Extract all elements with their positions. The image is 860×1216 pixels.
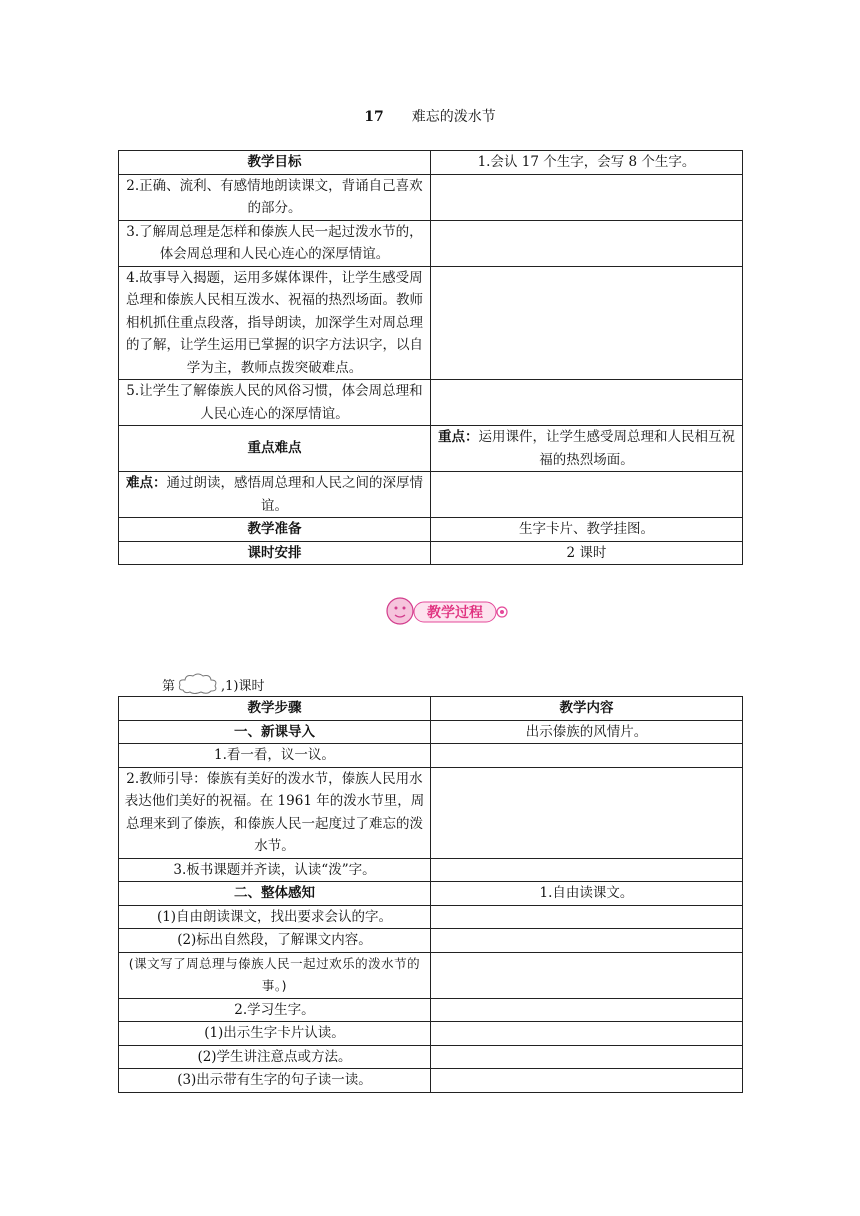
lesson-label: 第 ,1)课时 xyxy=(162,672,265,696)
table-row xyxy=(119,151,743,175)
table-row xyxy=(119,952,743,998)
cell-right: 1.自由读课文。 xyxy=(431,882,743,906)
table-row xyxy=(119,720,743,744)
cell-right xyxy=(431,174,743,220)
cell-left: (1)自由朗读课文，找出要求会认的字。 xyxy=(119,905,431,929)
table-row xyxy=(119,174,743,220)
table-row xyxy=(119,744,743,768)
table-row xyxy=(119,1022,743,1046)
banner-text: 教学过程 xyxy=(427,605,483,621)
cell-right xyxy=(431,1045,743,1069)
table-row xyxy=(119,1069,743,1093)
cell-right: 重点：运用课件，让学生感受周总理和人民相互祝福的热烈场面。 xyxy=(431,426,743,472)
table-row xyxy=(119,220,743,266)
cell-left: 课时安排 xyxy=(119,541,431,565)
table-row xyxy=(119,905,743,929)
cell-left: 2.学习生字。 xyxy=(119,998,431,1022)
cell-right xyxy=(431,266,743,380)
cell-left: 一、新课导入 xyxy=(119,720,431,744)
cell-left: 2.教师引导：傣族有美好的泼水节，傣族人民用水表达他们美好的祝福。在 1961 年的泼水节里，周总理来到了傣族，和傣族人民一起度过了难忘的泼水节。 xyxy=(119,767,431,858)
cell-right: 生字卡片、教学挂图。 xyxy=(431,518,743,542)
cell-left: 教学准备 xyxy=(119,518,431,542)
cell-right xyxy=(431,380,743,426)
page-title xyxy=(0,106,860,126)
cell-right xyxy=(431,858,743,882)
table-row xyxy=(119,380,743,426)
cell-left: 5.让学生了解傣族人民的风俗习惯，体会周总理和人民心连心的深厚情谊。 xyxy=(119,380,431,426)
cell-right xyxy=(431,952,743,998)
cell-right xyxy=(431,905,743,929)
table-row xyxy=(119,472,743,518)
cell-right xyxy=(431,929,743,953)
cell-right xyxy=(431,1022,743,1046)
cell-left: 2.正确、流利、有感情地朗读课文，背诵自己喜欢的部分。 xyxy=(119,174,431,220)
table-row xyxy=(119,697,743,721)
table-row xyxy=(119,1045,743,1069)
cell-left: 教学目标 xyxy=(119,151,431,175)
cell-left: (课文写了周总理与傣族人民一起过欢乐的泼水节的事。) xyxy=(119,952,431,998)
cell-right xyxy=(431,767,743,858)
cell-right: 1.会认 17 个生字，会写 8 个生字。 xyxy=(431,151,743,175)
cell-right xyxy=(431,220,743,266)
cell-right: 教学内容 xyxy=(431,697,743,721)
table-row xyxy=(119,929,743,953)
cell-left: 3.板书课题并齐读，认读“泼”字。 xyxy=(119,858,431,882)
table-row xyxy=(119,541,743,565)
table-row xyxy=(119,266,743,380)
table-row xyxy=(119,998,743,1022)
cell-left: 难点：通过朗读，感悟周总理和人民之间的深厚情谊。 xyxy=(119,472,431,518)
cell-left: (2)学生讲注意点或方法。 xyxy=(119,1045,431,1069)
cell-right xyxy=(431,998,743,1022)
objectives-table xyxy=(118,150,743,565)
cell-left: 二、整体感知 xyxy=(119,882,431,906)
cell-right: 出示傣族的风情片。 xyxy=(431,720,743,744)
table-row xyxy=(119,518,743,542)
lesson-title: 难忘的泼水节 xyxy=(411,109,496,125)
steps-table xyxy=(118,696,743,1093)
cell-left: 1.看一看，议一议。 xyxy=(119,744,431,768)
cell-left: 4.故事导入揭题，运用多媒体课件，让学生感受周总理和傣族人民相互泼水、祝福的热烈场面。教师相机抓住重点段落，指导朗读，加深学生对周总理的了解，让学生运用已掌握的识字方法识字，以自学为主，教师点拨突破难点。 xyxy=(119,266,431,380)
cell-right xyxy=(431,744,743,768)
cell-left: (2)标出自然段，了解课文内容。 xyxy=(119,929,431,953)
cloud-icon xyxy=(177,672,219,696)
cell-right xyxy=(431,472,743,518)
table-row xyxy=(119,882,743,906)
cell-left: 教学步骤 xyxy=(119,697,431,721)
cell-right xyxy=(431,1069,743,1093)
table-row xyxy=(119,426,743,472)
cell-left: (1)出示生字卡片认读。 xyxy=(119,1022,431,1046)
table-row xyxy=(119,858,743,882)
cell-left: (3)出示带有生字的句子读一读。 xyxy=(119,1069,431,1093)
cell-right: 2 课时 xyxy=(431,541,743,565)
cell-left: 重点难点 xyxy=(119,426,431,472)
teaching-process-banner xyxy=(384,596,510,626)
cartoon-icon xyxy=(387,598,413,624)
table-row xyxy=(119,767,743,858)
cell-left: 3.了解周总理是怎样和傣族人民一起过泼水节的，体会周总理和人民心连心的深厚情谊。 xyxy=(119,220,431,266)
lesson-number: 17 xyxy=(364,109,384,125)
